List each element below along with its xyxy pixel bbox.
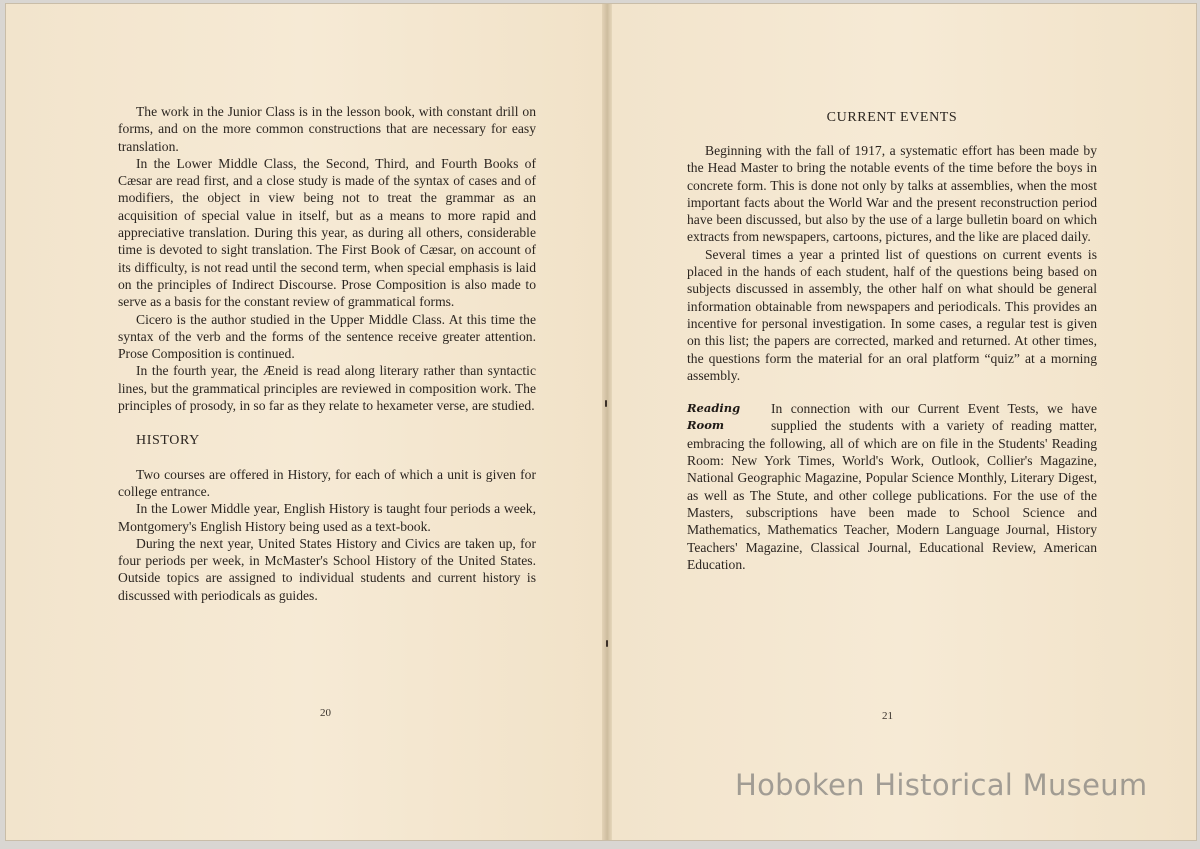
paragraph-fourth-year: In the fourth year, the Æneid is read along literary rather than syntactic lines, but the grammatical principles are reviewed in composition work. The principles of prosody, in so far as they relate to hexameter verse, are studied. [118, 363, 536, 414]
book-spread [6, 4, 1196, 840]
paragraph-upper-middle-class: Cicero is the author studied in the Upper Middle Class. At this time the syntax of the verb and the forms of the sentence receive greater attention. Prose Composition is continued. [118, 311, 536, 362]
current-events-heading: CURRENT EVENTS [826, 110, 958, 125]
page-number-right: 21 [882, 710, 893, 722]
binding-mark [606, 640, 608, 647]
paragraph-lower-middle-class: In the Lower Middle Class, the Second, Third, and Fourth Books of Cæsar are read first, and a close study is made of the syntax of cases and of modifiers, the object in view being not to treat the grammar as an acquisition of special value in itself, but as a means to more rapid and appreciative translation. During this year, as during all others, considerable time is devoted to sight translation. The First Book of Cæsar, on account of its difficulty, is not read until the second term, when special emphasis is laid on the principles of Indirect Discourse. Prose Composition is also made to serve as a basis for the constant review of grammatical forms. [118, 155, 536, 310]
reading-room-section [687, 400, 1097, 573]
page-number-left: 20 [320, 707, 331, 719]
history-heading: HISTORY [136, 433, 200, 449]
right-text-column [687, 142, 1097, 573]
paragraph-english-history: In the Lower Middle year, English History is taught four periods a week, Montgomery's English History being used as a text-book. [118, 501, 536, 534]
left-text-column [118, 103, 536, 604]
left-page [6, 4, 604, 840]
reading-room-sidenote [687, 400, 765, 434]
binding-mark [605, 400, 607, 407]
museum-watermark: Hoboken Historical Museum [735, 768, 1148, 802]
paragraph-reading-room: In connection with our Current Event Tests, we have supplied the students with a variety of reading matter, embracing the following, all of which are on file in the Students' Reading Room: New York Times, World's Work, Outlook, Collier's Magazine, National Geographic Magazine, Popular Science Monthly, Literary Digest, as well as The Stute, and other college publications. For the use of the Masters, subscriptions have been made to School Science and Mathematics, Mathematics Teacher, Modern Language Journal, History Teachers' Magazine, Classical Journal, Educational Review, American Education. [687, 401, 1097, 572]
right-page [612, 4, 1196, 840]
paragraph-bulletin-board: Beginning with the fall of 1917, a systematic effort has been made by the Head Master to bring the notable events of the time before the boys in concrete form. This is done not only by talks at assemblies, when the most important facts about the World War and the present reconstruction period have been discussed, but also by the use of a large bulletin board on which extracts from newspapers, cartoons, pictures, and the like are placed daily. [687, 143, 1097, 245]
paragraph-history-courses: Two courses are offered in History, for each of which a unit is given for college entrance. [118, 466, 536, 499]
paragraph-us-history: During the next year, United States History and Civics are taken up, for four periods per week, in McMaster's School History of the United States. Outside topics are assigned to individual students and current history is discussed with periodicals as guides. [118, 535, 536, 603]
paragraph-questions-list: Several times a year a printed list of questions on current events is placed in the hands of each student, half of the questions being based on subjects discussed in assembly, the other half on what should be general information obtainable from newspapers and periodicals. This provides an incentive for personal investigation. In some cases, a regular test is given on this list; the papers are corrected, marked and returned. At other times, the questions form the material for an oral platform “quiz” at a morning assembly. [687, 246, 1097, 383]
sidenote-line-room: Room [687, 418, 725, 433]
sidenote-line-reading: Reading [687, 401, 741, 416]
paragraph-junior-class: The work in the Junior Class is in the lesson book, with constant drill on forms, and on the more common constructions that are necessary for easy translation. [118, 104, 536, 154]
